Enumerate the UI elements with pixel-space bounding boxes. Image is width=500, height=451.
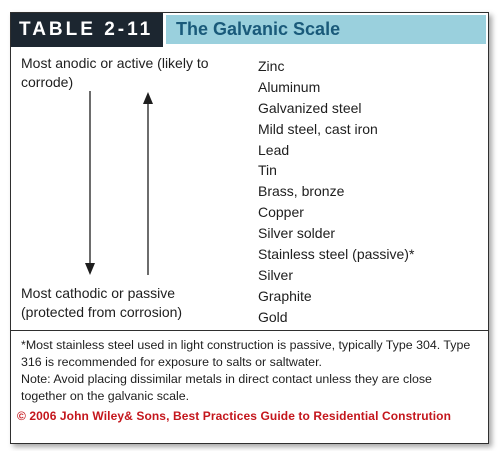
- copyright-notice: © 2006 John Wiley& Sons, Best Practices Guide to Residential Constrution: [17, 409, 452, 423]
- table-header: [11, 13, 488, 47]
- footnote-text: *Most stainless steel used in light construction is passive, typically Type 304. Type 316 is recommended for exposure to salts or saltwater.: [21, 338, 471, 369]
- cathodic-label: Most cathodic or passive (protected from corrosion): [21, 285, 183, 320]
- arrow-up-icon: [139, 91, 157, 277]
- metal-item: Graphite: [258, 287, 312, 304]
- table-number: TABLE 2-11: [11, 13, 163, 47]
- metal-item: Stainless steel (passive)*: [258, 246, 415, 263]
- metal-item: Brass, bronze: [258, 183, 345, 200]
- metal-item: Gold: [258, 308, 288, 325]
- metal-item: Galvanized steel: [258, 99, 362, 116]
- footnote-block: [21, 337, 476, 405]
- metal-item: Aluminum: [258, 78, 321, 95]
- metal-item: Silver: [258, 266, 294, 283]
- galvanic-scale-table: [10, 12, 489, 444]
- metal-item: Lead: [258, 141, 290, 158]
- metal-item: Tin: [258, 162, 277, 179]
- metal-list: [258, 56, 414, 328]
- note-text: Note: Avoid placing dissimilar metals in direct contact unless they are close together on the galvanic scale.: [21, 372, 432, 403]
- anodic-label: Most anodic or active (likely to corrode): [21, 55, 209, 90]
- divider: [11, 330, 488, 331]
- metal-item: Copper: [258, 204, 304, 221]
- metal-item: Zinc: [258, 58, 285, 74]
- table-title: The Galvanic Scale: [166, 15, 486, 44]
- arrow-down-icon: [81, 91, 99, 277]
- metal-item: Silver solder: [258, 225, 336, 242]
- metal-item: Mild steel, cast iron: [258, 120, 378, 137]
